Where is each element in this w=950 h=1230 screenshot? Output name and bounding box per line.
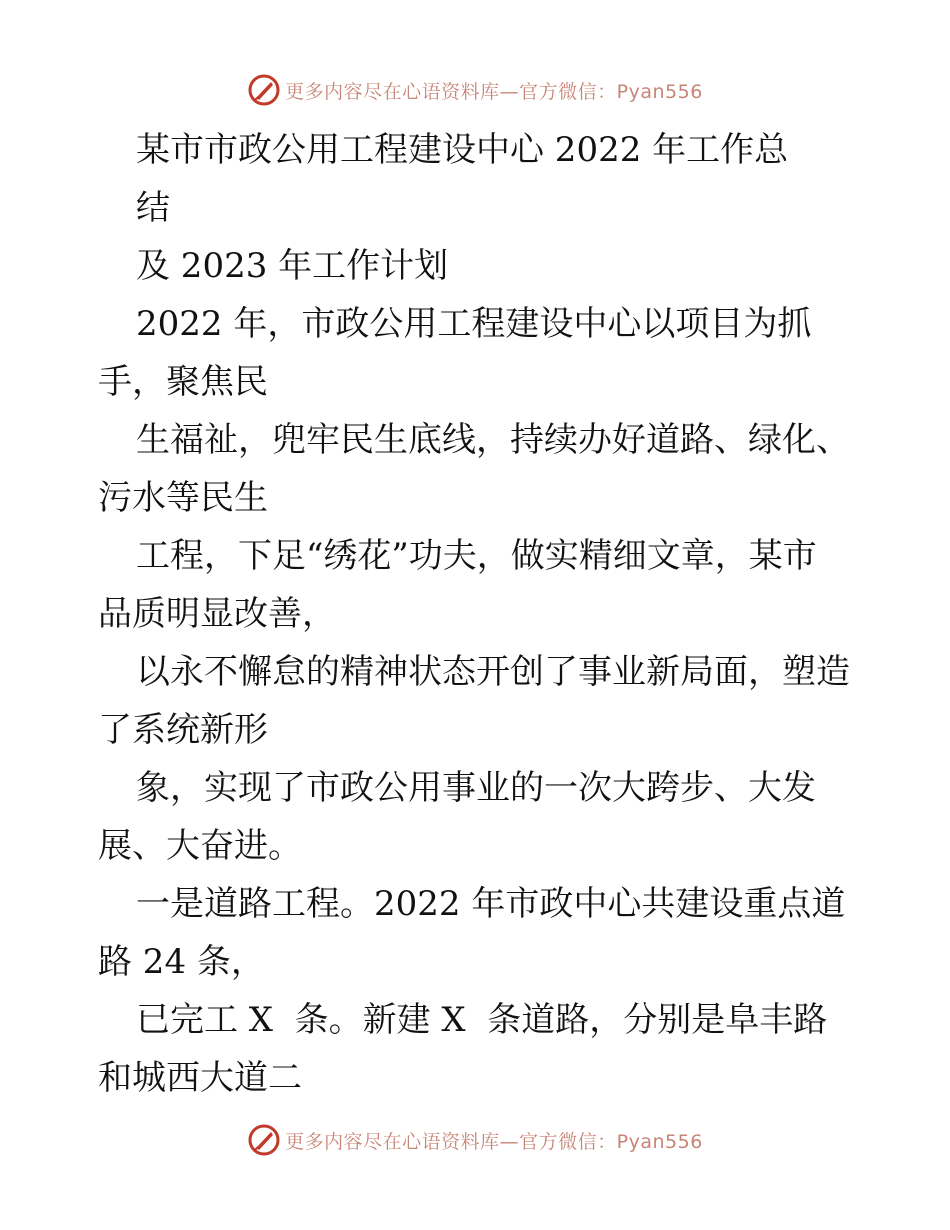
quill-logo-icon	[247, 73, 281, 107]
paragraph-line: 2022 年，市政公用工程建设中心以项目为抓	[136, 304, 812, 344]
document-title-line-3: 及 2023 年工作计划	[136, 246, 449, 286]
document-body	[0, 122, 950, 1112]
paragraph-line: 象，实现了市政公用事业的一次大跨步、大发	[136, 768, 816, 808]
paragraph-line: 生福祉，兜牢民生底线，持续办好道路、绿化、	[136, 420, 850, 460]
paragraph-line: 品质明显改善，	[98, 594, 336, 634]
paragraph-line: 了系统新形	[98, 710, 268, 750]
paragraph-line: 污水等民生	[98, 478, 268, 518]
paragraph-line: 手，聚焦民	[98, 362, 268, 402]
paragraph-line: 工程，下足“绣花”功夫，做实精细文章，某市	[136, 536, 817, 576]
document-title-line-1: 某市市政公用工程建设中心 2022 年工作总	[136, 130, 789, 170]
paragraph-line: 以永不懈怠的精神状态开创了事业新局面，塑造	[136, 652, 850, 692]
paragraph-line: 已完工 X 条。新建 X 条道路，分别是阜丰路	[136, 1000, 828, 1040]
document-title-line-2: 结	[136, 188, 170, 228]
watermark-text: 更多内容尽在心语资料库—官方微信：Pyan556	[285, 80, 703, 103]
paragraph-line: 路 24 条，	[98, 942, 265, 982]
paragraph-line: 展、大奋进。	[98, 826, 302, 866]
quill-logo-icon	[247, 1123, 281, 1157]
paragraph-line: 和城西大道二	[98, 1058, 302, 1098]
paragraph-line: 一是道路工程。2022 年市政中心共建设重点道	[136, 884, 846, 924]
watermark-text: 更多内容尽在心语资料库—官方微信：Pyan556	[285, 1130, 703, 1153]
header-watermark	[0, 70, 950, 110]
footer-watermark	[0, 1120, 950, 1160]
